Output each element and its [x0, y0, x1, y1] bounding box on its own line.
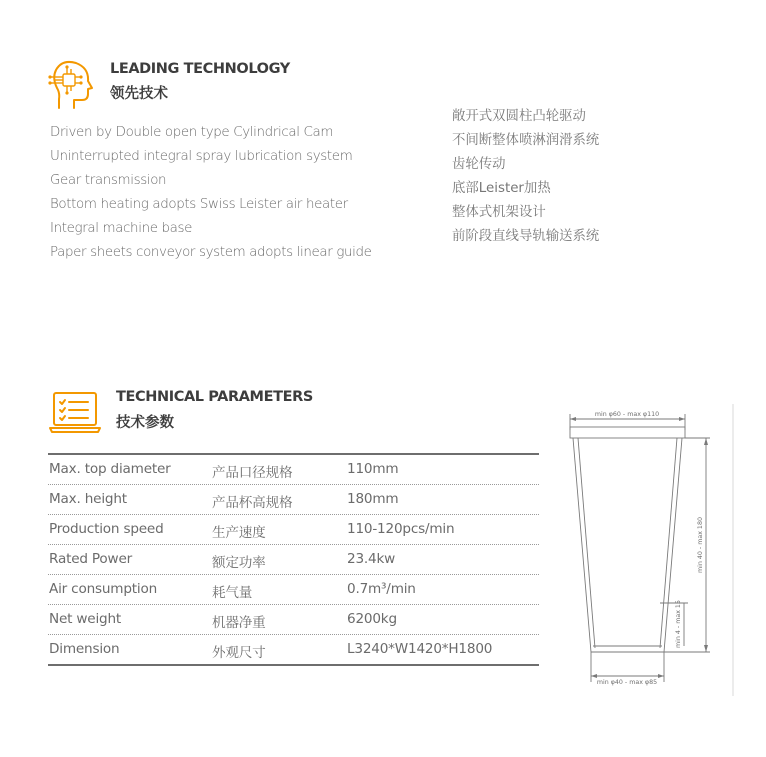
feature-item-cn: 敞开式双圆柱凸轮驱动 — [452, 109, 586, 124]
cup-drawing-svg — [560, 400, 736, 700]
feature-item-cn: 不间断整体喷淋润滑系统 — [452, 133, 600, 148]
param-name-cn: 机器净重 — [212, 615, 266, 631]
param-name-en: Production speed — [49, 521, 164, 537]
top-diameter-label: min φ60 - max φ110 — [594, 411, 660, 418]
param-name-en: Max. top diameter — [49, 461, 171, 477]
feature-item-cn: 整体式机架设计 — [452, 205, 546, 220]
cup-height-label: min 40 - max 180 — [697, 517, 704, 573]
features-list-cn — [452, 105, 599, 249]
table-row — [48, 575, 539, 605]
feature-item-cn: 底部Leister加热 — [452, 181, 551, 196]
table-row — [48, 545, 539, 575]
param-value: 110mm — [347, 461, 399, 477]
param-name-en: Rated Power — [49, 551, 133, 567]
table-row — [48, 455, 539, 485]
param-name-cn: 外观尺寸 — [212, 645, 266, 661]
param-name-en: Dimension — [49, 641, 120, 657]
param-value: L3240*W1420*H1800 — [347, 641, 493, 657]
param-name-cn: 产品杯高规格 — [212, 495, 293, 511]
feature-item-en: Driven by Double open type Cylindrical Cam — [50, 125, 334, 140]
param-value: 110-120pcs/min — [347, 521, 455, 537]
technical-parameters-title-en: TECHNICAL PARAMETERS — [116, 389, 313, 405]
feature-item-en: Integral machine base — [50, 221, 193, 236]
param-name-cn: 产品口径规格 — [212, 465, 293, 481]
feature-item-en: Gear transmission — [50, 173, 167, 188]
bottom-depth-label: min 4 - max 15 — [675, 600, 682, 648]
param-value: 23.4kw — [347, 551, 396, 567]
feature-item-en: Paper sheets conveyor system adopts linear guide — [50, 245, 372, 260]
technical-parameters-title-cn: 技术参数 — [116, 415, 174, 431]
bottom-diameter-label: min φ40 - max φ85 — [596, 679, 658, 686]
param-name-cn: 耗气量 — [212, 585, 253, 601]
laptop-checklist-icon — [48, 390, 102, 436]
param-name-en: Max. height — [49, 491, 127, 507]
table-row — [48, 605, 539, 635]
leading-technology-title-cn: 领先技术 — [110, 86, 168, 102]
feature-item-en: Uninterrupted integral spray lubrication system — [50, 149, 353, 164]
features-list-en — [50, 121, 372, 265]
param-name-en: Air consumption — [49, 581, 158, 597]
table-row — [48, 485, 539, 515]
feature-item-cn: 前阶段直线导轨输送系统 — [452, 229, 600, 244]
param-value: 180mm — [347, 491, 399, 507]
head-circuit-icon — [48, 58, 96, 110]
technical-parameters-icon — [48, 390, 102, 436]
feature-item-en: Bottom heating adopts Swiss Leister air heater — [50, 197, 348, 212]
param-value: 6200kg — [347, 611, 397, 627]
cup-dimension-drawing — [560, 400, 736, 700]
feature-item-cn: 齿轮传动 — [452, 157, 506, 172]
table-row — [48, 635, 539, 664]
param-value: 0.7m³/min — [347, 581, 416, 597]
param-name-cn: 生产速度 — [212, 525, 266, 541]
param-name-cn: 额定功率 — [212, 555, 266, 571]
leading-technology-icon — [48, 58, 96, 110]
leading-technology-title-en: LEADING TECHNOLOGY — [110, 61, 290, 77]
param-name-en: Net weight — [49, 611, 122, 627]
table-row — [48, 515, 539, 545]
parameters-table — [48, 453, 539, 666]
